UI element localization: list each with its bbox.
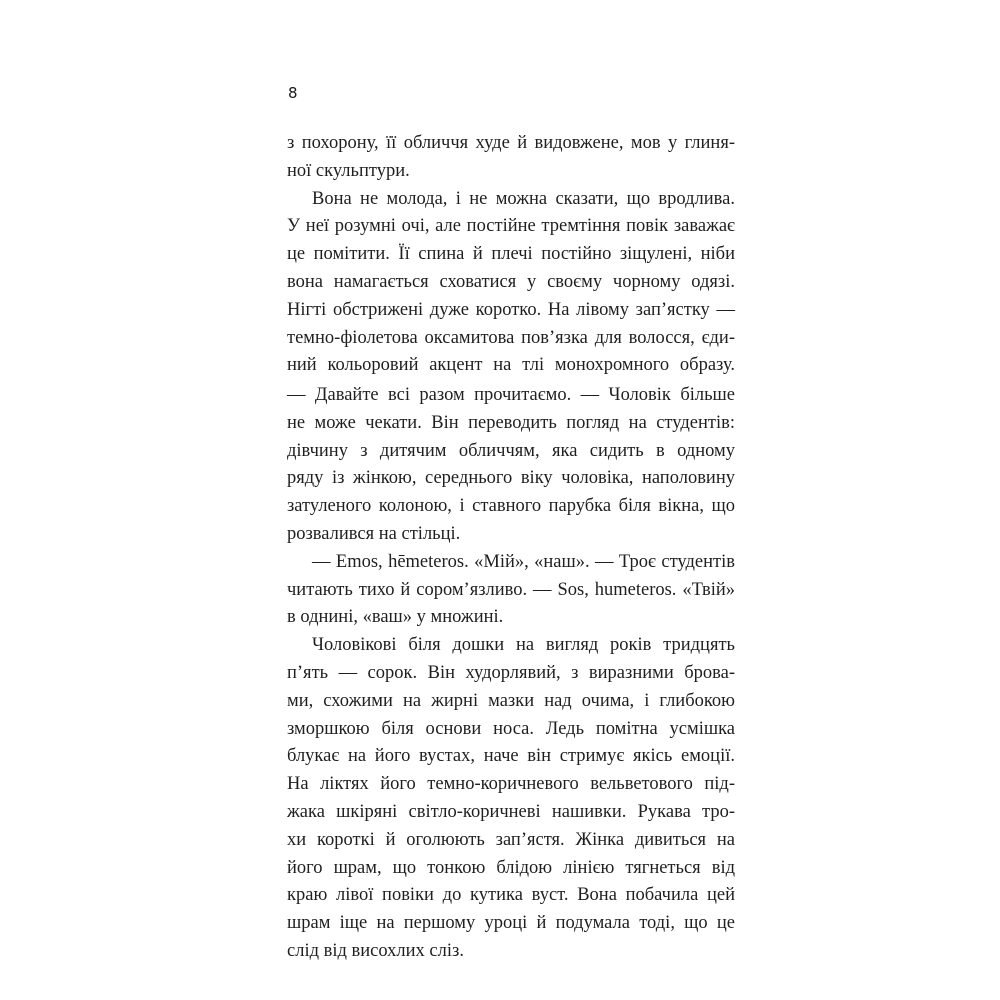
text-line: в однині, «ваш» у множині. (287, 607, 504, 628)
text-line: не може чекати. Він переводить погляд на студентів: (287, 412, 735, 433)
text-line: краю лівої повіки до кутика вуст. Вона побачила цей (287, 885, 735, 906)
text-line: Чоловікові біля дошки на вигляд років тридцять (312, 635, 735, 656)
text-line: п’ять — сорок. Він худорлявий, з виразними брова- (287, 662, 735, 683)
text-line: На ліктях його темно-коричневого вельветового під- (287, 774, 735, 795)
text-line: ної скульптури. (287, 160, 410, 181)
text-block-bottom (287, 382, 735, 966)
text-line: вона намагається сховатися у своєму чорному одязі. (287, 271, 735, 292)
text-line: ний кольоровий акцент на тлі монохромного образу. (287, 355, 735, 376)
text-line: дівчину з дитячим обличчям, яка сидить в одному (287, 440, 735, 461)
text-line: слід від висохлих сліз. (287, 940, 464, 961)
text-line: розвалився на стільці. (287, 523, 461, 544)
text-line: шрам іще на першому уроці й подумала тоді, що це (287, 913, 735, 934)
text-line: темно-фіолетова оксамитова пов’язка для волосся, єди- (287, 327, 735, 348)
text-line: — Emos, hēmeteros. «Мій», «наш». — Троє студентів (312, 551, 735, 572)
text-line: це помітити. Її спина й плечі постійно зіщулені, ніби (287, 244, 735, 265)
text-line: його шрам, що тонкою блідою лінією тягнеться від (287, 857, 735, 878)
text-line: хи короткі й оголюють зап’ястя. Жінка дивиться на (287, 829, 735, 850)
text-line: читають тихо й сором’язливо. — Sos, humeteros. «Твій» (287, 579, 735, 600)
text-line: — Давайте всі разом прочитаємо. — Чоловік більше (287, 385, 735, 405)
text-line: ми, схожими на жирні мазки над очима, і глибокою (287, 690, 735, 711)
text-line: Вона не молода, і не можна сказати, що вродлива. (312, 188, 735, 209)
page-number: 8 (288, 84, 298, 102)
text-line: Нігті обстрижені дуже коротко. На лівому зап’ястку — (287, 299, 735, 320)
text-block-top (287, 130, 735, 380)
text-line: блукає на його вустах, наче він стримує якісь емоції. (287, 746, 735, 767)
text-line: з похорону, її обличчя худе й видовжене, мов у глиня- (287, 133, 735, 153)
text-line: У неї розумні очі, але постійне тремтіння повік заважає (287, 216, 735, 237)
text-line: зморшкою біля основи носа. Ледь помітна усмішка (287, 718, 735, 739)
text-line: жака шкіряні світло-коричневі нашивки. Рукава тро- (287, 801, 735, 822)
text-line: затуленого колоною, і ставного парубка біля вікна, що (287, 496, 735, 517)
text-line: ряду із жінкою, середнього віку чоловіка, наполовину (287, 468, 735, 489)
